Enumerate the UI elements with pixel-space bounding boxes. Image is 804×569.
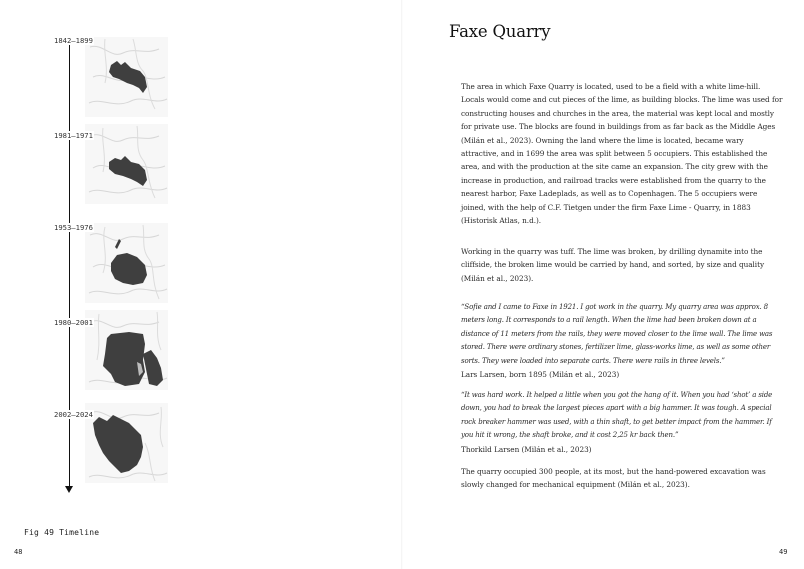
page-number-right: 49	[779, 548, 788, 556]
map-image	[85, 37, 168, 117]
map-image	[85, 124, 168, 204]
paragraph-text: The quarry occupied 300 people, at its most, but the hand-powered excavation was slowly changed for mechanical equipment (Milán et al., 2023).	[461, 467, 766, 490]
map-image	[85, 310, 168, 390]
quote-block-1	[461, 301, 783, 381]
quote-attribution: Thorkild Larsen (Milán et al., 2023)	[461, 444, 592, 454]
page-title: Faxe Quarry	[449, 22, 551, 41]
paragraph-text: Working in the quarry was tuff. The lime was broken, by drilling dynamite into the cliffside, the broken lime would be carried by hand, and sorted, by size and quality (Milán et al., 2023).	[461, 247, 765, 283]
quote-attribution: Lars Larsen, born 1895 (Milán et al., 2023)	[461, 370, 620, 380]
body-paragraph-2	[461, 245, 783, 285]
timeline-year-label: 1842–1899	[54, 36, 93, 45]
timeline-arrow-icon	[65, 486, 73, 493]
map-image	[85, 223, 168, 303]
quote-text: “It was hard work. It helped a little when you got the hang of it. When you had ‘shot’ a side down, you had to break the largest pieces apart with a big hammer. It was tough. A special rock breaker hammer was used, with a thin shaft, to get better impact from the hammer. If you hit it wrong, the shaft broke, and it cost 2,25 kr back then.”	[461, 391, 773, 440]
quote-block-2	[461, 389, 783, 456]
timeline-map-1981-1971	[85, 124, 168, 204]
quote-text: “Sofie and I came to Faxe in 1921. I got work in the quarry. My quarry area was approx. 8 meters long. It corresponds to a rail length. When the lime had been broken down at a distance of 11 meters from the rails, they were moved closer to the lime wall. The lime was stored. There were ordinary stones, fertilizer lime, glass-works lime, as well as some other sorts. They were loaded into separate carts. There were rails in three levels.”	[461, 303, 773, 365]
body-paragraph-3	[461, 465, 783, 492]
timeline-year-label: 1980–2001	[54, 318, 93, 327]
timeline-axis	[69, 38, 70, 487]
timeline-map-1980-2001	[85, 310, 168, 390]
page-number-left: 48	[14, 548, 23, 556]
timeline-year-label: 2002–2024	[54, 410, 93, 419]
timeline-map-1953-1976	[85, 223, 168, 303]
timeline-year-label: 1953–1976	[54, 223, 93, 232]
timeline-year-label: 1981–1971	[54, 131, 93, 140]
paragraph-text: The area in which Faxe Quarry is located, used to be a field with a white lime-hill. Locals would come and cut pieces of the lime, as building blocks. The lime was used for constructing houses and churches in the area, the material was kept local and mostly for private use. The blocks are found in buildings from as far back as the Middle Ages (Milán et al., 2023). Owning the land where the lime is located, became wary attractive, and in 1699 the area was split between 5 occupiers. This established the area, and with the production at the site came an expansion. The city grew with the increase in production, and railroad tracks were established from the quarry to the nearest harbor, Faxe Ladeplads, as well as to Copenhagen. The 5 occupiers were joined, with the help of C.F. Tietgen under the firm Faxe Lime - Quarry, in 1883 (Historisk Atlas, n.d.).	[461, 82, 783, 226]
timeline-map-1842-1899	[85, 37, 168, 117]
body-paragraph-1	[461, 80, 783, 227]
figure-caption: Fig 49 Timeline	[24, 528, 100, 537]
timeline-map-2002-2024	[85, 403, 168, 483]
page-gutter	[401, 0, 403, 569]
map-image	[85, 403, 168, 483]
